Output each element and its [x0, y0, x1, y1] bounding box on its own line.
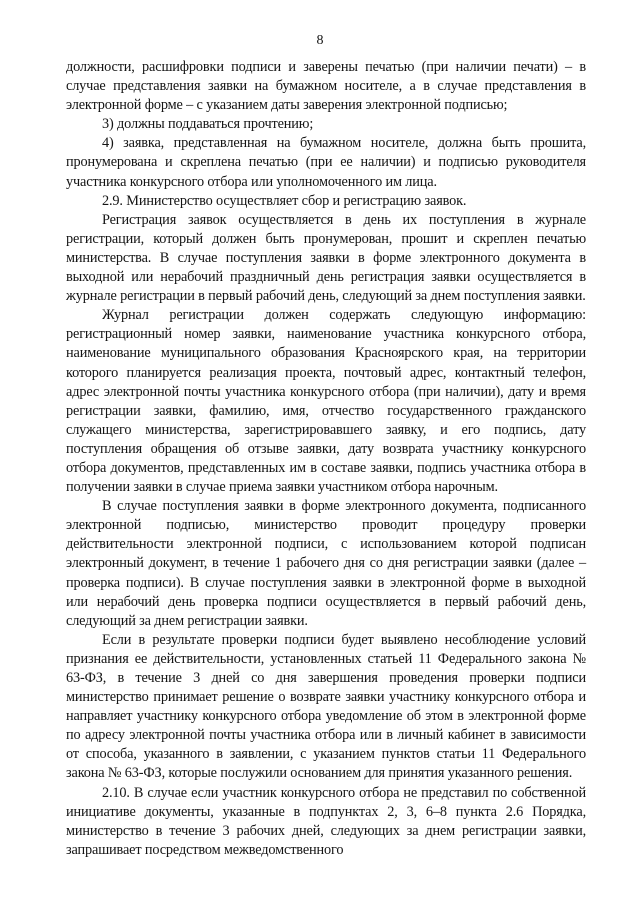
paragraph-2-10: 2.10. В случае если участник конкурсного отбора не представил по собственной инициативе документы, указанные в подпунктах 2, 3, 6–8 пункта 2.6 Порядка, министерство в течение 3 рабочих дней, следующих за днем регистрации заявки, запрашивает посредством межведомственного: [66, 784, 586, 858]
paragraph-signature-check: В случае поступления заявки в форме электронного документа, подписанного электронной подписью, министерство проводит процедуру проверки действительности электронной подписи, с использованием которой подписан электронный документ, в течение 1 рабочего дня со дня регистрации заявки (далее – проверка подписи). В случае поступления заявки в электронной форме в выходной или нерабочий день проверка подписи осуществляется в первый рабочий день, следующий за днем регистрации заявки.: [66, 498, 586, 629]
paragraph-paper-binding: 4) заявка, представленная на бумажном носителе, должна быть прошита, пронумерована и скреплена печатью (при ее наличии) и подписью руководителя участника конкурсного отбора или уполномоченного им лица.: [66, 135, 586, 190]
body-text: [66, 58, 586, 860]
page-number: 8: [316, 33, 324, 48]
paragraph-readability: 3) должны поддаваться прочтению;: [102, 116, 314, 133]
paragraph-signature-invalid: Если в результате проверки подписи будет выявлено несоблюдение условий признания ее действительности, установленных статьей 11 Федерального закона № 63-ФЗ, в течение 3 дней со дня завершения проведения проверки подписи министерство принимает решение о возврате заявки участнику конкурсного отбора и направляет участнику конкурсного отбора уведомление об этом в электронной форме по адресу электронной почты участника отбора или в личный кабинет в зависимости от способа, указанного в заявлении, с указанием пунктов статьи 11 Федерального закона № 63-ФЗ, которые послужили основанием для принятия указанного решения.: [66, 631, 586, 782]
paragraph-2-9: 2.9. Министерство осуществляет сбор и регистрацию заявок.: [102, 192, 467, 209]
paragraph-registration: Регистрация заявок осуществляется в день их поступления в журнале регистрации, который должен быть пронумерован, прошит и скреплен печатью министерства. В случае поступления заявки в форме электронного документа в выходной или нерабочий праздничный день регистрация заявки осуществляется в журнале регистрации в первый рабочий день, следующий за днем поступления заявки.: [66, 211, 586, 305]
paragraph-journal-contents: Журнал регистрации должен содержать следующую информацию: регистрационный номер заявки, наименование участника конкурсного отбора, наименование муниципального образования Красноярского края, на территории которого планируется реализация проекта, почтовый адрес, контактный телефон, адрес электронной почты участника конкурсного отбора (при наличии), дату и время регистрации заявки, фамилию, имя, отчество государственного гражданского служащего министерства, зарегистрировавшего заявку, и его подпись, дату поступления обращения об отзыве заявки, дату возврата участнику конкурсного отбора документов, представленных им в составе заявки, подпись участника отбора в получении заявки в случае приема заявки участником отбора нарочным.: [66, 307, 586, 496]
paragraph-signature-requirements: должности, расшифровки подписи и заверены печатью (при наличии печати) – в случае представления заявки на бумажном носителе, а в случае представления в электронной форме – с указанием даты заверения электронной подписью;: [66, 59, 586, 114]
